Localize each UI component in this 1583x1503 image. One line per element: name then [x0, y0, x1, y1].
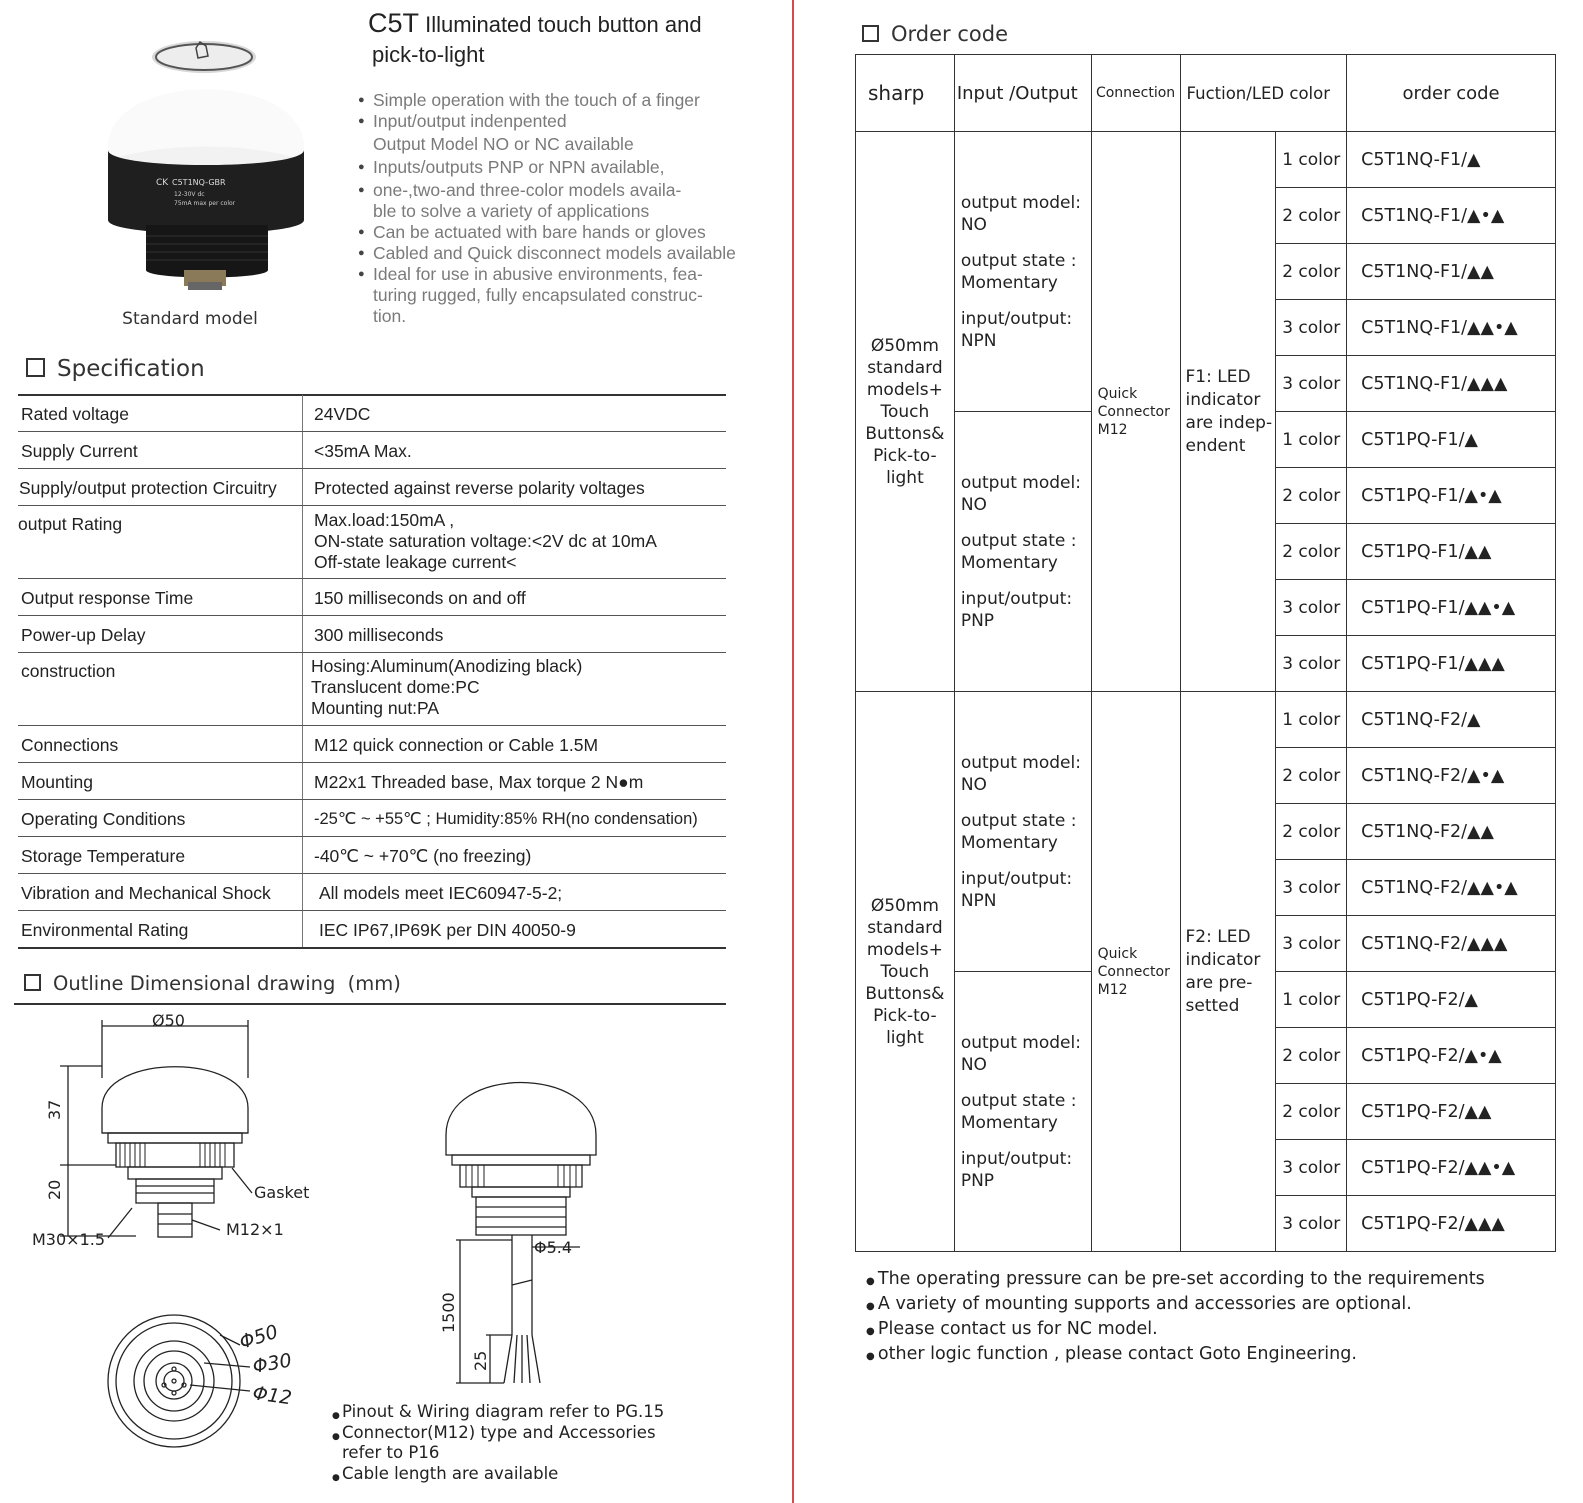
order-note: ● A variety of mounting supports and accessories are optional.	[866, 1293, 1485, 1318]
spec-value-line: Off-state leakage current<	[314, 552, 517, 572]
io-line: output state :	[960, 810, 1077, 831]
checkbox-icon	[862, 25, 879, 42]
feature-item: turing rugged, fully encapsulated construc-	[373, 285, 703, 305]
spec-row	[18, 506, 726, 579]
order-table-wrap	[855, 54, 1556, 1252]
spec-row	[18, 616, 726, 653]
color-cell: 1 color	[1276, 692, 1347, 748]
order-header-row	[856, 55, 1556, 132]
io-line: Momentary	[960, 552, 1058, 573]
spec-label: output Rating	[18, 514, 123, 534]
order-code-cell: C5T1NQ-F2/▲▲▲	[1347, 916, 1556, 972]
dim-m12: M12×1	[226, 1220, 284, 1239]
feature-item: Output Model NO or NC available	[373, 134, 634, 154]
io-line: NPN	[960, 890, 997, 911]
product-caption: Standard model	[122, 309, 258, 329]
title-text-line2: pick-to-light	[372, 42, 485, 67]
io-line: NO	[960, 214, 987, 235]
feature-item: tion.	[373, 306, 407, 326]
color-cell: 2 color	[1276, 244, 1347, 300]
label-voltage: 12-30V dc	[174, 191, 205, 198]
spec-row	[18, 726, 726, 763]
io-cell	[954, 132, 1091, 412]
io-line: output model:	[960, 1032, 1081, 1053]
order-code-cell: C5T1NQ-F1/▲	[1347, 132, 1556, 188]
order-code-cell: C5T1NQ-F2/▲•▲	[1347, 748, 1556, 804]
dim-h37: 37	[45, 1099, 64, 1120]
title-text-line1: Illuminated touch button and	[425, 12, 702, 37]
order-code-cell: C5T1PQ-F2/▲	[1347, 972, 1556, 1028]
feature-item: ● Input/output indenpented	[358, 111, 743, 132]
feature-item: ● Simple operation with the touch of a finger	[358, 90, 743, 111]
order-row	[856, 132, 1556, 188]
connection-cell	[1091, 692, 1180, 1252]
order-note: ● The operating pressure can be pre-set according to the requirements	[866, 1268, 1485, 1293]
sharp-line: Touch	[880, 961, 930, 982]
header-connection: Connection	[1091, 55, 1180, 132]
io-line: input/output:	[960, 308, 1073, 329]
spec-value: All models meet IEC60947-5-2;	[319, 883, 563, 903]
color-cell: 2 color	[1276, 804, 1347, 860]
order-row	[856, 692, 1556, 748]
note-item: refer to P16	[342, 1443, 440, 1462]
order-code-cell: C5T1NQ-F2/▲	[1347, 692, 1556, 748]
sharp-line: Buttons&	[865, 983, 945, 1004]
spec-value-line: Mounting nut:PA	[311, 698, 440, 718]
spec-value: IEC IP67,IP69K per DIN 40050-9	[319, 920, 576, 940]
order-heading	[862, 22, 1008, 46]
connection-line: Quick	[1097, 945, 1138, 962]
order-table	[855, 54, 1556, 1252]
note-item: ● Pinout & Wiring diagram refer to PG.15	[332, 1402, 664, 1423]
connection-line: M12	[1097, 421, 1128, 438]
spec-heading	[26, 356, 205, 382]
io-line: input/output:	[960, 1148, 1073, 1169]
sharp-line: Buttons&	[865, 423, 945, 444]
outline-rule	[14, 1003, 726, 1005]
spec-row	[18, 432, 726, 469]
color-cell: 2 color	[1276, 188, 1347, 244]
spec-row	[18, 579, 726, 616]
io-cell	[954, 412, 1091, 692]
outline-side-drawing	[20, 1008, 340, 1258]
outline-bottom-drawing	[100, 1305, 330, 1450]
spec-value	[314, 510, 657, 573]
header-sharp: sharp	[856, 55, 955, 132]
color-cell: 2 color	[1276, 468, 1347, 524]
order-code-cell: C5T1NQ-F1/▲▲▲	[1347, 356, 1556, 412]
sharp-line: Pick-to-	[873, 445, 937, 466]
spec-value: -40℃ ~ +70℃ (no freezing)	[314, 846, 532, 866]
order-code-cell: C5T1PQ-F2/▲•▲	[1347, 1028, 1556, 1084]
feature-item: ● one-,two-and three-color models availa-	[358, 180, 743, 201]
color-cell: 1 color	[1276, 412, 1347, 468]
sharp-line: models+	[866, 939, 943, 960]
header-function: Fuction/LED color	[1180, 55, 1347, 132]
spec-value: 150 milliseconds on and off	[314, 588, 526, 608]
spec-value: -25℃ ~ +55℃ ; Humidity:85% RH(no condensation)	[314, 810, 698, 828]
spec-row	[18, 837, 726, 874]
spec-row	[18, 653, 726, 726]
dim-d50: Ø50	[152, 1011, 185, 1030]
spec-row	[18, 800, 726, 837]
io-line: NPN	[960, 330, 997, 351]
function-line: F1: LED	[1185, 366, 1251, 387]
io-line: output state :	[960, 250, 1077, 271]
order-code-cell: C5T1NQ-F1/▲•▲	[1347, 188, 1556, 244]
color-cell: 2 color	[1276, 1028, 1347, 1084]
order-code-cell: C5T1NQ-F1/▲▲•▲	[1347, 300, 1556, 356]
spec-heading-text: Specification	[57, 356, 205, 382]
page-divider	[792, 0, 794, 1503]
outline-heading	[24, 972, 401, 995]
spec-value: M12 quick connection or Cable 1.5M	[314, 735, 599, 755]
color-cell: 3 color	[1276, 860, 1347, 916]
spec-label: Vibration and Mechanical Shock	[21, 883, 271, 903]
spec-value: Protected against reverse polarity voltages	[314, 478, 645, 498]
sharp-line: standard	[867, 917, 943, 938]
header-order-code: order code	[1347, 55, 1556, 132]
spec-row	[18, 469, 726, 506]
color-cell: 2 color	[1276, 524, 1347, 580]
checkbox-icon	[24, 974, 41, 991]
note-item: ● Connector(M12) type and Accessories	[332, 1423, 664, 1444]
order-heading-text: Order code	[891, 22, 1008, 46]
feature-item: ● Inputs/outputs PNP or NPN available,	[358, 157, 743, 178]
connection-cell	[1091, 132, 1180, 692]
function-line: setted	[1185, 995, 1240, 1016]
color-cell: 3 color	[1276, 580, 1347, 636]
feature-list	[358, 90, 743, 327]
spec-label: Supply Current	[21, 441, 138, 461]
io-line: input/output:	[960, 588, 1073, 609]
function-line: are pre-	[1185, 972, 1253, 993]
spec-value: 24VDC	[314, 404, 371, 424]
spec-label: Environmental Rating	[21, 920, 189, 940]
spec-value	[311, 656, 582, 719]
feature-item: ● Ideal for use in abusive environments, fea-	[358, 264, 743, 285]
spec-label: Supply/output protection Circuitry	[19, 478, 277, 498]
order-code-cell: C5T1PQ-F2/▲▲	[1347, 1084, 1556, 1140]
spec-label: Connections	[21, 735, 119, 755]
product-title	[368, 8, 702, 70]
spec-label: Storage Temperature	[21, 846, 186, 866]
color-cell: 2 color	[1276, 748, 1347, 804]
io-line: output model:	[960, 752, 1081, 773]
sharp-line: Ø50mm	[870, 895, 939, 916]
sharp-line: light	[886, 1027, 924, 1048]
connection-line: M12	[1097, 981, 1128, 998]
spec-label: Output response Time	[21, 588, 194, 608]
title-model: C5T	[368, 8, 420, 38]
sharp-line: standard	[867, 357, 943, 378]
checkbox-icon	[26, 358, 45, 377]
color-cell: 3 color	[1276, 300, 1347, 356]
spec-label: Operating Conditions	[21, 809, 186, 829]
header-io: Input /Output	[954, 55, 1091, 132]
color-cell: 3 color	[1276, 1140, 1347, 1196]
sharp-line: Pick-to-	[873, 1005, 937, 1026]
function-line: are indep-	[1185, 412, 1273, 433]
order-code-cell: C5T1PQ-F1/▲•▲	[1347, 468, 1556, 524]
spec-row	[18, 874, 726, 911]
connection-line: Connector	[1097, 963, 1170, 980]
feature-item: ● Cabled and Quick disconnect models available	[358, 243, 743, 264]
order-code-cell: C5T1PQ-F1/▲▲▲	[1347, 636, 1556, 692]
order-note: ● other logic function , please contact Goto Engineering.	[866, 1343, 1485, 1368]
feature-item: ble to solve a variety of applications	[373, 201, 650, 221]
label-model: C5T1NQ-GBR	[172, 178, 226, 187]
io-cell	[954, 692, 1091, 972]
dim-phi54: Φ5.4	[534, 1238, 573, 1257]
spec-label: construction	[21, 661, 116, 681]
order-code-cell: C5T1NQ-F2/▲▲•▲	[1347, 860, 1556, 916]
outline-cable-drawing	[420, 1075, 620, 1395]
io-line: Momentary	[960, 1112, 1058, 1133]
order-code-cell: C5T1PQ-F1/▲	[1347, 412, 1556, 468]
function-line: indicator	[1185, 949, 1261, 970]
dim-m30: M30×1.5	[32, 1230, 106, 1249]
spec-label: Mounting	[21, 772, 93, 792]
spec-row	[18, 911, 726, 949]
function-line: indicator	[1185, 389, 1261, 410]
io-line: output model:	[960, 192, 1081, 213]
io-cell	[954, 972, 1091, 1252]
outline-heading-unit: (mm)	[347, 972, 401, 995]
order-notes	[866, 1268, 1485, 1368]
io-line: PNP	[960, 1170, 995, 1191]
dim-25: 25	[471, 1350, 490, 1371]
spec-table	[18, 395, 726, 949]
connection-line: Connector	[1097, 403, 1170, 420]
io-line: input/output:	[960, 868, 1073, 889]
connection-line: Quick	[1097, 385, 1138, 402]
dim-phi12: Φ12	[251, 1382, 294, 1410]
sharp-line: light	[886, 467, 924, 488]
spec-value: M22x1 Threaded base, Max torque 2 N●m	[314, 772, 644, 792]
label-current: 75mA max per color	[174, 200, 236, 207]
spec-value-line: Hosing:Aluminum(Anodizing black)	[311, 656, 583, 676]
sharp-line: models+	[866, 379, 943, 400]
function-line: endent	[1185, 435, 1246, 456]
dim-phi30: Φ30	[251, 1349, 294, 1378]
order-code-cell: C5T1PQ-F1/▲▲•▲	[1347, 580, 1556, 636]
order-code-cell: C5T1PQ-F2/▲▲•▲	[1347, 1140, 1556, 1196]
function-cell	[1180, 692, 1276, 1252]
feature-item: ● Can be actuated with bare hands or gloves	[358, 222, 743, 243]
color-cell: 3 color	[1276, 916, 1347, 972]
function-cell	[1180, 132, 1276, 692]
order-code-cell: C5T1PQ-F1/▲▲	[1347, 524, 1556, 580]
sharp-line: Touch	[880, 401, 930, 422]
color-cell: 2 color	[1276, 1084, 1347, 1140]
spec-value: 300 milliseconds	[314, 625, 444, 645]
color-cell: 1 color	[1276, 972, 1347, 1028]
io-line: NO	[960, 774, 987, 795]
spec-label: Power-up Delay	[21, 625, 146, 645]
dim-gasket: Gasket	[254, 1183, 310, 1202]
io-line: output state :	[960, 530, 1077, 551]
io-line: NO	[960, 494, 987, 515]
order-code-cell: C5T1NQ-F1/▲▲	[1347, 244, 1556, 300]
color-cell: 1 color	[1276, 132, 1347, 188]
io-line: output state :	[960, 1090, 1077, 1111]
spec-row	[18, 395, 726, 432]
io-line: NO	[960, 1054, 987, 1075]
product-image	[96, 30, 316, 310]
function-line: F2: LED	[1185, 926, 1251, 947]
sharp-line: Ø50mm	[870, 335, 939, 356]
spec-label: Rated voltage	[21, 404, 129, 424]
drawing-notes	[332, 1402, 664, 1484]
spec-value-line: Max.load:150mA ,	[314, 510, 455, 530]
io-line: Momentary	[960, 832, 1058, 853]
io-line: Momentary	[960, 272, 1058, 293]
spec-value-line: ON-state saturation voltage:<2V dc at 10mA	[314, 531, 657, 551]
color-cell: 3 color	[1276, 356, 1347, 412]
order-note: ● Please contact us for NC model.	[866, 1318, 1485, 1343]
label-brand: CK	[156, 178, 169, 188]
io-line: output model:	[960, 472, 1081, 493]
note-item: ● Cable length are available	[332, 1464, 664, 1485]
color-cell: 3 color	[1276, 1196, 1347, 1252]
outline-heading-text: Outline Dimensional drawing	[53, 972, 336, 995]
order-code-cell: C5T1PQ-F2/▲▲▲	[1347, 1196, 1556, 1252]
sharp-cell	[856, 692, 955, 1252]
dim-1500: 1500	[439, 1292, 458, 1333]
sharp-cell	[856, 132, 955, 692]
io-line: PNP	[960, 610, 995, 631]
dim-phi50: Φ50	[236, 1320, 281, 1354]
color-cell: 3 color	[1276, 636, 1347, 692]
spec-value-line: Translucent dome:PC	[311, 677, 480, 697]
order-code-cell: C5T1NQ-F2/▲▲	[1347, 804, 1556, 860]
dim-h20: 20	[45, 1179, 64, 1200]
spec-row	[18, 763, 726, 800]
spec-value: <35mA Max.	[314, 441, 412, 461]
